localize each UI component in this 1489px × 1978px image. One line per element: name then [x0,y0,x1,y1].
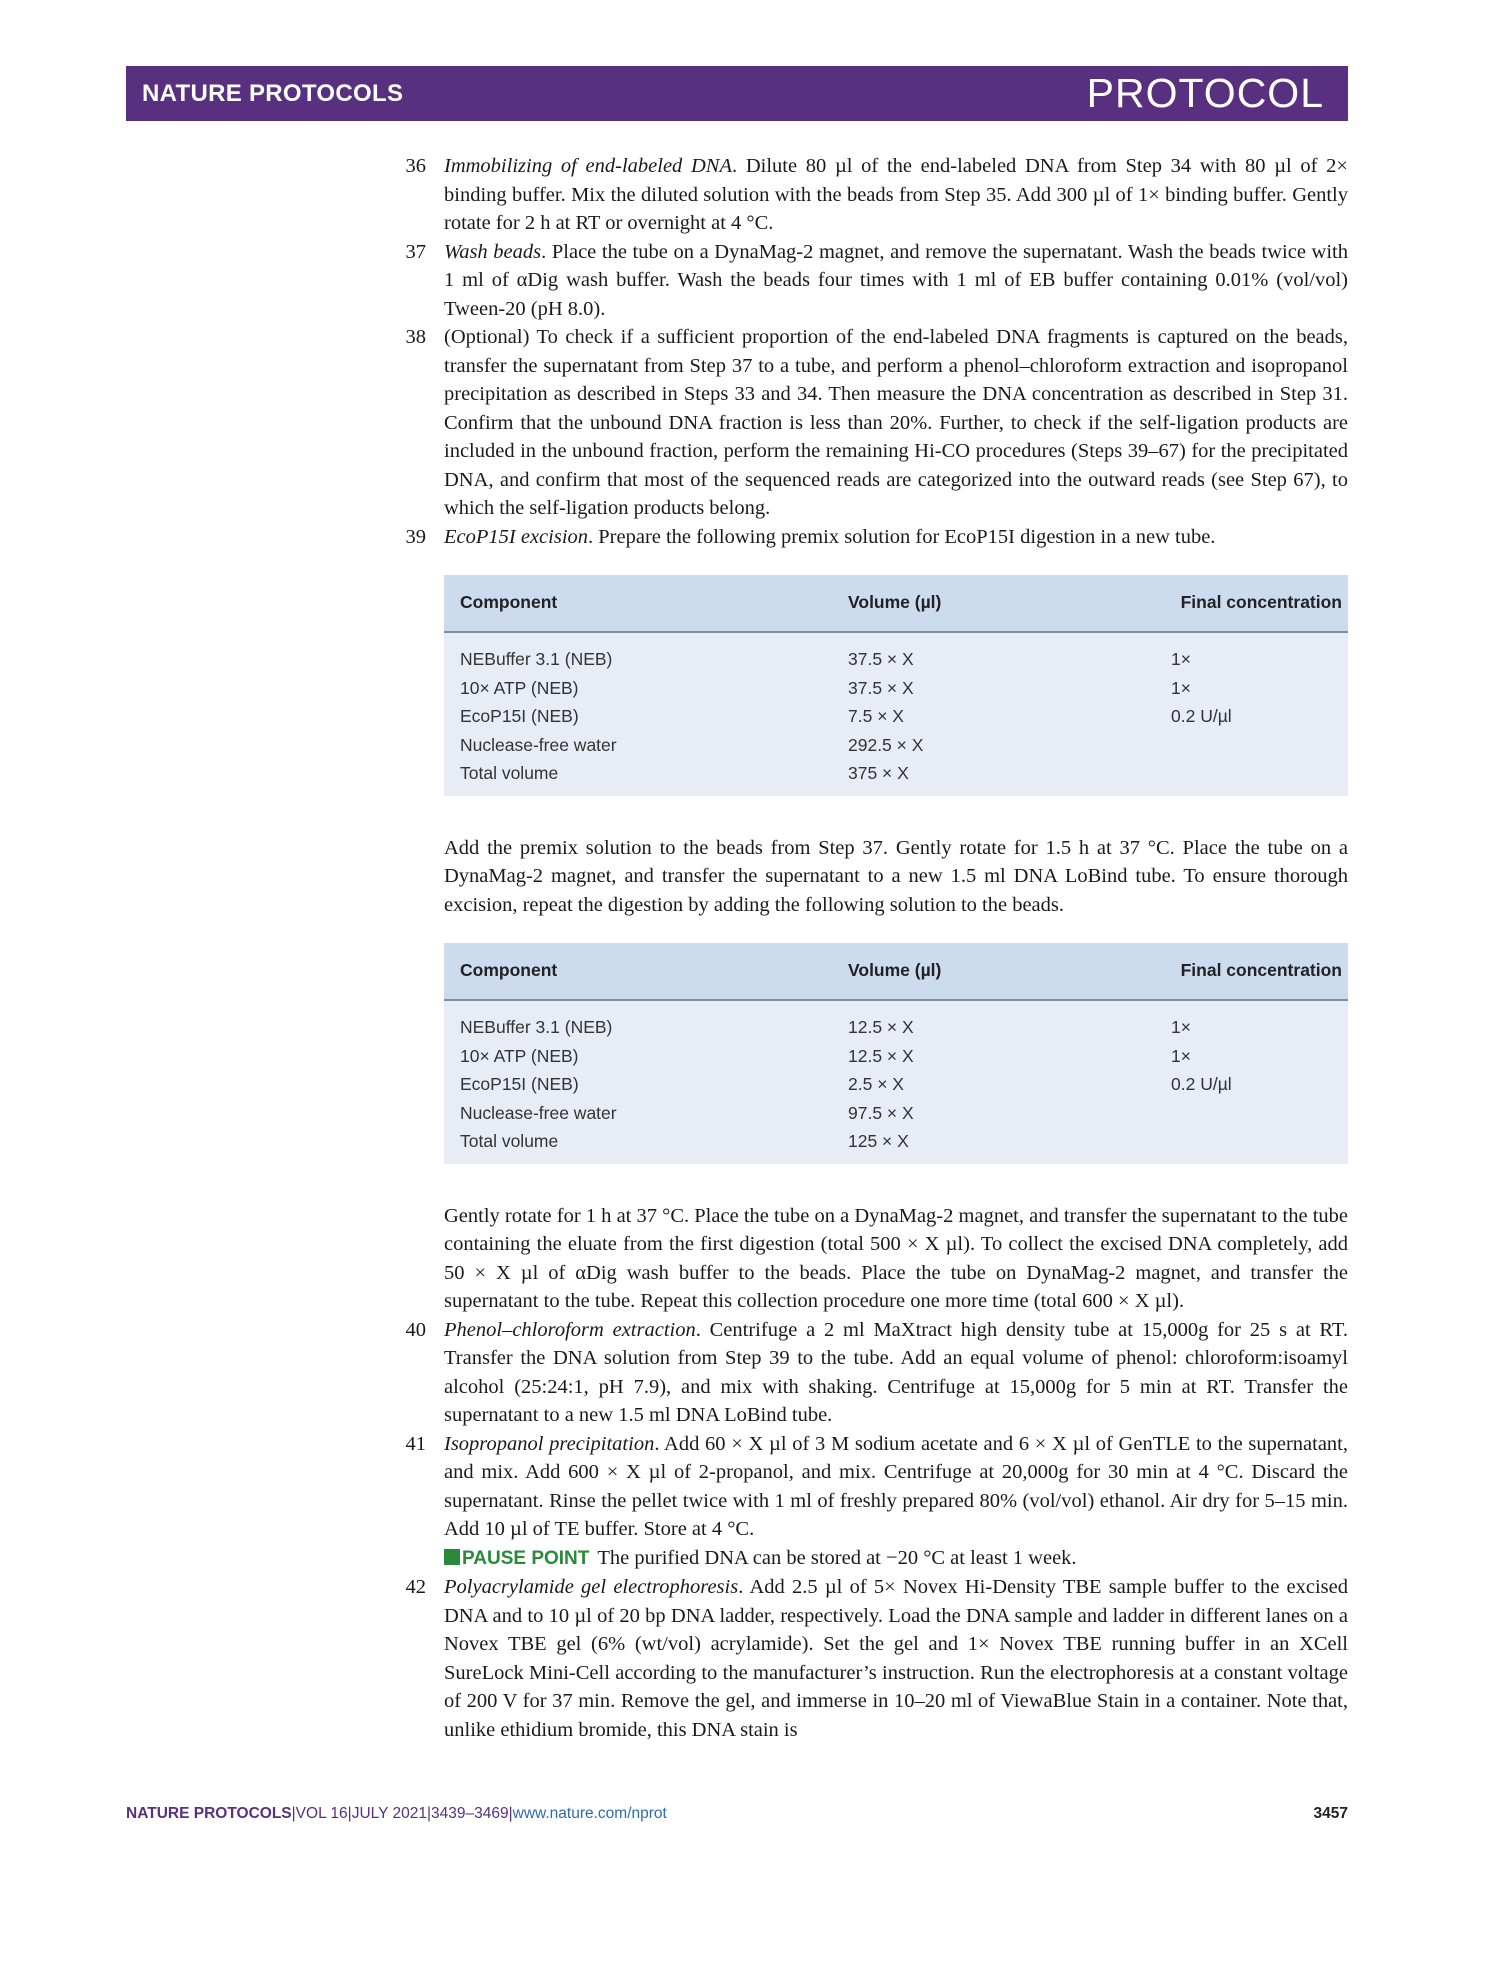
step-body: . Add 2.5 µl of 5× Novex Hi-Density TBE sample buffer to the excised DNA and to 10 µl of 20 bp DNA ladder, respectively. Load the DNA sample and ladder in different lanes on a Novex TBE gel (6% (wt/vol) acrylamide). Set the gel and 1× Novex TBE running buffer in an XCell SureLock Mini-Cell according to the manufacturer’s instruction. Run the electrophoresis at a constant voltage of 200 V for 37 min. Remove the gel, and immerse in 10–20 ml of ViewaBlue Stain in a container. Note that, unlike ethidium bromide, this DNA stain is [444,1576,1349,1741]
cell-volume: 12.5 × X [848,1045,914,1066]
step-title: EcoP15I excision [444,525,589,548]
step-body: . Place the tube on a DynaMag-2 magnet, and remove the supernatant. Wash the beads twice with 1 ml of αDig wash buffer. Wash the beads four times with 1 ml of EB buffer containing 0.01% (vol/vol) Tween-20 (pH 8.0). [444,240,1348,320]
cell-volume: 7.5 × X [848,706,904,726]
cell-concentration: 1× [1171,677,1191,698]
footer-url-link[interactable]: www.nature.com/nprot [512,1805,667,1822]
header-component: Component [460,960,558,980]
step-39-paragraph-2: Add the premix solution to the beads from Step 37. Gently rotate for 1.5 h at 37 °C. Place the tube on a DynaMag-2 magnet, and transfer the supernatant to a new 1.5 ml DNA LoBind tube. To ensure thorough excision, repeat the digestion by adding the following solution to the beads. [444,836,1348,916]
step-36 [392,152,1348,238]
cell-concentration: 1× [1171,649,1191,669]
cell-volume: 292.5 × X [848,734,924,755]
step-number: 40 [405,1318,426,1341]
footer-journal: NATURE PROTOCOLS [126,1805,292,1822]
step-title: Phenol–chloroform extraction [444,1318,696,1341]
cell-component: 10× ATP (NEB) [460,1045,579,1066]
cell-component: NEBuffer 3.1 (NEB) [460,1017,613,1037]
table-row [444,645,1348,674]
step-number: 36 [405,155,426,177]
footer-citation [126,1805,667,1823]
table-row [444,702,1348,731]
step-title: Wash beads [444,240,542,263]
table-row [444,1127,1348,1156]
step-title: Polyacrylamide gel electrophoresis [444,1576,739,1598]
cell-volume: 97.5 × X [848,1102,914,1123]
table-row [444,759,1348,788]
footer-separator: | [291,1805,296,1822]
cell-component: 10× ATP (NEB) [460,677,579,698]
footer-separator: | [347,1805,352,1822]
table-header [444,575,1348,633]
table-row [444,1099,1348,1128]
footer-separator: | [508,1805,513,1822]
pause-point-label: PAUSE POINT [462,1547,590,1569]
step-body: . Dilute 80 µl of the end-labeled DNA from Step 34 with 80 µl of 2× binding buffer. Mix the diluted solution with the beads from Step 35. Add 300 µl of 1× binding buffer. Gently rotate for 2 h at RT or overnight at 4 °C. [444,155,1348,234]
step-39 [392,523,1348,552]
cell-component: Total volume [460,1131,559,1151]
table-row [444,1013,1348,1042]
step-body: . Centrifuge a 2 ml MaXtract high density tube at 15,000g for 25 s at RT. Transfer the DNA solution from Step 39 to the tube. Add an equal volume of phenol: chloroform:isoamyl alcohol (25:24:1, pH 7.9), and mix with shaking. Centrifuge at 15,000g for 5 min at RT. Transfer the supernatant to a new 1.5 ml DNA LoBind tube. [444,1318,1349,1426]
step-number: 38 [405,326,426,348]
table-row [444,1042,1348,1071]
cell-concentration: 1× [1171,1017,1191,1037]
cell-component: EcoP15I (NEB) [460,1074,579,1094]
step-40 [392,1316,1348,1430]
section-label: PROTOCOL [1086,70,1324,116]
header-final-concentration: Final concentration [1180,592,1342,612]
step-37 [392,238,1348,324]
pause-square-icon [444,1549,460,1565]
cell-volume: 37.5 × X [848,649,914,669]
footer-separator: | [426,1805,431,1822]
header-bar [126,66,1348,121]
page-number: 3457 [1313,1805,1348,1822]
step-title: Isopropanol precipitation [444,1432,655,1455]
header-component: Component [460,592,558,612]
footer-date: JULY 2021 [351,1805,427,1822]
step-42 [392,1573,1348,1744]
step-number: 37 [405,240,426,263]
pause-point-text: The purified DNA can be stored at −20 °C at least 1 week. [597,1546,1077,1569]
premix-table-1 [444,575,1348,796]
cell-concentration: 0.2 U/µl [1171,706,1232,726]
pause-point [392,1544,1348,1574]
cell-volume: 37.5 × X [848,677,914,698]
header-volume: Volume (µl) [848,592,942,612]
journal-name: NATURE PROTOCOLS [142,80,404,107]
table-row [444,731,1348,760]
table-row [444,1070,1348,1099]
footer-pages: 3439–3469 [431,1805,509,1822]
cell-volume: 2.5 × X [848,1074,904,1094]
table-header [444,943,1348,1001]
header-volume: Volume (µl) [848,960,942,980]
cell-concentration: 1× [1171,1045,1191,1066]
step-body: . Add 60 × X µl of 3 M sodium acetate and 6 × X µl of GenTLE to the supernatant, and mix. Add 600 × X µl of 2-propanol, and mix. Centrifuge at 20,000g for 30 min at 4 °C. Discard the supernatant. Rinse the pellet twice with 1 ml of freshly prepared 80% (vol/vol) ethanol. Air dry for 5–15 min. Add 10 µl of TE buffer. Store at 4 °C. [444,1432,1348,1540]
cell-volume: 12.5 × X [848,1017,914,1037]
cell-component: Nuclease-free water [460,734,617,755]
cell-component: NEBuffer 3.1 (NEB) [460,649,613,669]
step-number: 41 [405,1432,426,1455]
cell-component: Nuclease-free water [460,1102,617,1123]
step-body: (Optional) To check if a sufficient proportion of the end-labeled DNA fragments is captured on the beads, transfer the supernatant from Step 37 to a tube, and perform a phenol–chloroform extraction and isopropanol precipitation as described in Steps 33 and 34. Then measure the DNA concentration as described in Step 31. Confirm that the unbound DNA fraction is less than 20%. Further, to check if the self-ligation products are included in the unbound fraction, perform the remaining Hi-CO procedures (Steps 39–67) for the precipitated DNA, and confirm that most of the sequenced reads are categorized into the outward reads (see Step 67), to which the self-ligation products belong. [444,326,1348,519]
footer-volume: VOL 16 [295,1805,348,1822]
cell-component: Total volume [460,763,559,783]
cell-volume: 375 × X [848,763,909,783]
step-body: . Prepare the following premix solution for EcoP15I digestion in a new tube. [588,525,1216,548]
cell-volume: 125 × X [848,1131,909,1151]
cell-component: EcoP15I (NEB) [460,706,579,726]
step-number: 42 [405,1576,426,1598]
step-39-paragraph-3: Gently rotate for 1 h at 37 °C. Place the tube on a DynaMag-2 magnet, and transfer the supernatant to the tube containing the eluate from the first digestion (total 500 × X µl). To collect the excised DNA completely, add 50 × X µl of αDig wash buffer to the beads. Place the tube on DynaMag-2 magnet, and transfer the supernatant to the tube. Repeat this collection procedure one more time (total 600 × X µl). [444,1204,1348,1312]
step-38 [392,323,1348,523]
cell-concentration: 0.2 U/µl [1171,1074,1232,1094]
header-final-concentration: Final concentration [1180,960,1342,980]
step-title: Immobilizing of end-labeled DNA [444,155,732,177]
premix-table-2 [444,943,1348,1164]
step-41 [392,1430,1348,1544]
table-row [444,674,1348,703]
step-number: 39 [405,525,426,548]
main-content [392,152,1348,1744]
